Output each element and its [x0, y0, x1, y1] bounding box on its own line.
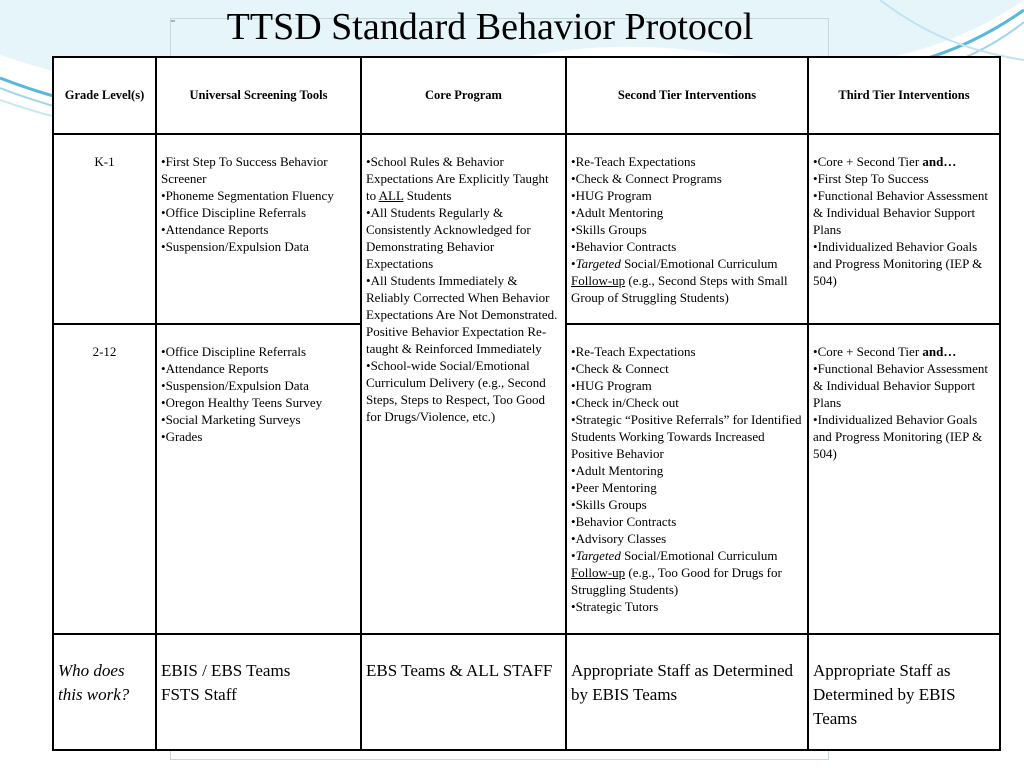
list-item: • Grades: [161, 428, 356, 445]
header-core-program: Core Program: [361, 57, 566, 134]
slide-title: TTSD Standard Behavior Protocol: [226, 6, 754, 48]
list-item: • Re-Teach Expectations: [571, 153, 803, 170]
list-item: • HUG Program: [571, 187, 803, 204]
list-item: • First Step To Success: [813, 170, 995, 187]
list-item: • Social Marketing Surveys: [161, 411, 356, 428]
who-core: EBS Teams & ALL STAFF: [361, 634, 566, 750]
list-item: • Attendance Reports: [161, 221, 356, 238]
list-item: • Core + Second Tier and…: [813, 153, 995, 170]
list-item: • Targeted Social/Emotional Curriculum Follow-up (e.g., Too Good for Drugs for Struggling Students): [571, 547, 803, 598]
list-item: • First Step To Success Behavior Screener: [161, 153, 356, 187]
list-item: • Adult Mentoring: [571, 462, 803, 479]
list-item: • Check & Connect Programs: [571, 170, 803, 187]
who-screening-line1: EBIS / EBS Teams: [161, 661, 291, 680]
header-screening-tools: Universal Screening Tools: [156, 57, 361, 134]
who-screening-line2: FSTS Staff: [161, 685, 237, 704]
table-row-k1: [53, 134, 1000, 324]
g212-third-tier-cell: [808, 324, 1000, 634]
header-third-tier: Third Tier Interventions: [808, 57, 1000, 134]
grade-k1: K-1: [53, 134, 156, 324]
g212-screening-cell: [156, 324, 361, 634]
list-item: • Oregon Healthy Teens Survey: [161, 394, 356, 411]
k1-second-tier-cell: [566, 134, 808, 324]
who-label: Who does this work?: [53, 634, 156, 750]
list-item: • Suspension/Expulsion Data: [161, 377, 356, 394]
list-item: • HUG Program: [571, 377, 803, 394]
list-item: • Skills Groups: [571, 221, 803, 238]
behavior-protocol-table: [52, 56, 1001, 751]
list-item: • Advisory Classes: [571, 530, 803, 547]
g212-second-tier-cell: [566, 324, 808, 634]
list-item: • Office Discipline Referrals: [161, 204, 356, 221]
list-item: • Behavior Contracts: [571, 513, 803, 530]
list-item: • Check & Connect: [571, 360, 803, 377]
list-item: • Strategic “Positive Referrals” for Identified Students Working Towards Increased Positive Behavior: [571, 411, 803, 462]
list-item: • Check in/Check out: [571, 394, 803, 411]
list-item: • School Rules & Behavior Expectations Are Explicitly Taught to ALL Students: [366, 153, 561, 204]
list-item: • All Students Regularly & Consistently Acknowledged for Demonstrating Behavior Expectations: [366, 204, 561, 272]
list-item: • Suspension/Expulsion Data: [161, 238, 356, 255]
list-item: • Individualized Behavior Goals and Progress Monitoring (IEP & 504): [813, 411, 995, 462]
k1-screening-cell: [156, 134, 361, 324]
list-item: • Skills Groups: [571, 496, 803, 513]
header-grade-level: Grade Level(s): [53, 57, 156, 134]
k1-third-tier-cell: [808, 134, 1000, 324]
list-item: • All Students Immediately & Reliably Corrected When Behavior Expectations Are Not Demonstrated. Positive Behavior Expectation Re-taught & Reinforced Immediately: [366, 272, 561, 357]
list-item: • Strategic Tutors: [571, 598, 803, 615]
list-item: • Re-Teach Expectations: [571, 343, 803, 360]
list-item: • Peer Mentoring: [571, 479, 803, 496]
list-item: • Phoneme Segmentation Fluency: [161, 187, 356, 204]
list-item: • Core + Second Tier and…: [813, 343, 995, 360]
list-item: • Adult Mentoring: [571, 204, 803, 221]
list-item: • Behavior Contracts: [571, 238, 803, 255]
table-row-who: [53, 634, 1000, 750]
header-row: [53, 57, 1000, 134]
list-item: • School-wide Social/Emotional Curriculum Delivery (e.g., Second Steps, Steps to Respect, Too Good for Drugs/Violence, etc.): [366, 357, 561, 425]
list-item: • Office Discipline Referrals: [161, 343, 356, 360]
list-item: • Functional Behavior Assessment & Individual Behavior Support Plans: [813, 360, 995, 411]
list-item: • Functional Behavior Assessment & Individual Behavior Support Plans: [813, 187, 995, 238]
list-item: • Targeted Social/Emotional Curriculum Follow-up (e.g., Second Steps with Small Group of Struggling Students): [571, 255, 803, 306]
who-second-tier: Appropriate Staff as Determined by EBIS Teams: [566, 634, 808, 750]
who-third-tier: Appropriate Staff as Determined by EBIS Teams: [808, 634, 1000, 750]
header-second-tier: Second Tier Interventions: [566, 57, 808, 134]
list-item: • Attendance Reports: [161, 360, 356, 377]
core-program-cell: [361, 134, 566, 634]
grade-2-12: 2-12: [53, 324, 156, 634]
who-screening: [156, 634, 361, 750]
list-item: • Individualized Behavior Goals and Progress Monitoring (IEP & 504): [813, 238, 995, 289]
